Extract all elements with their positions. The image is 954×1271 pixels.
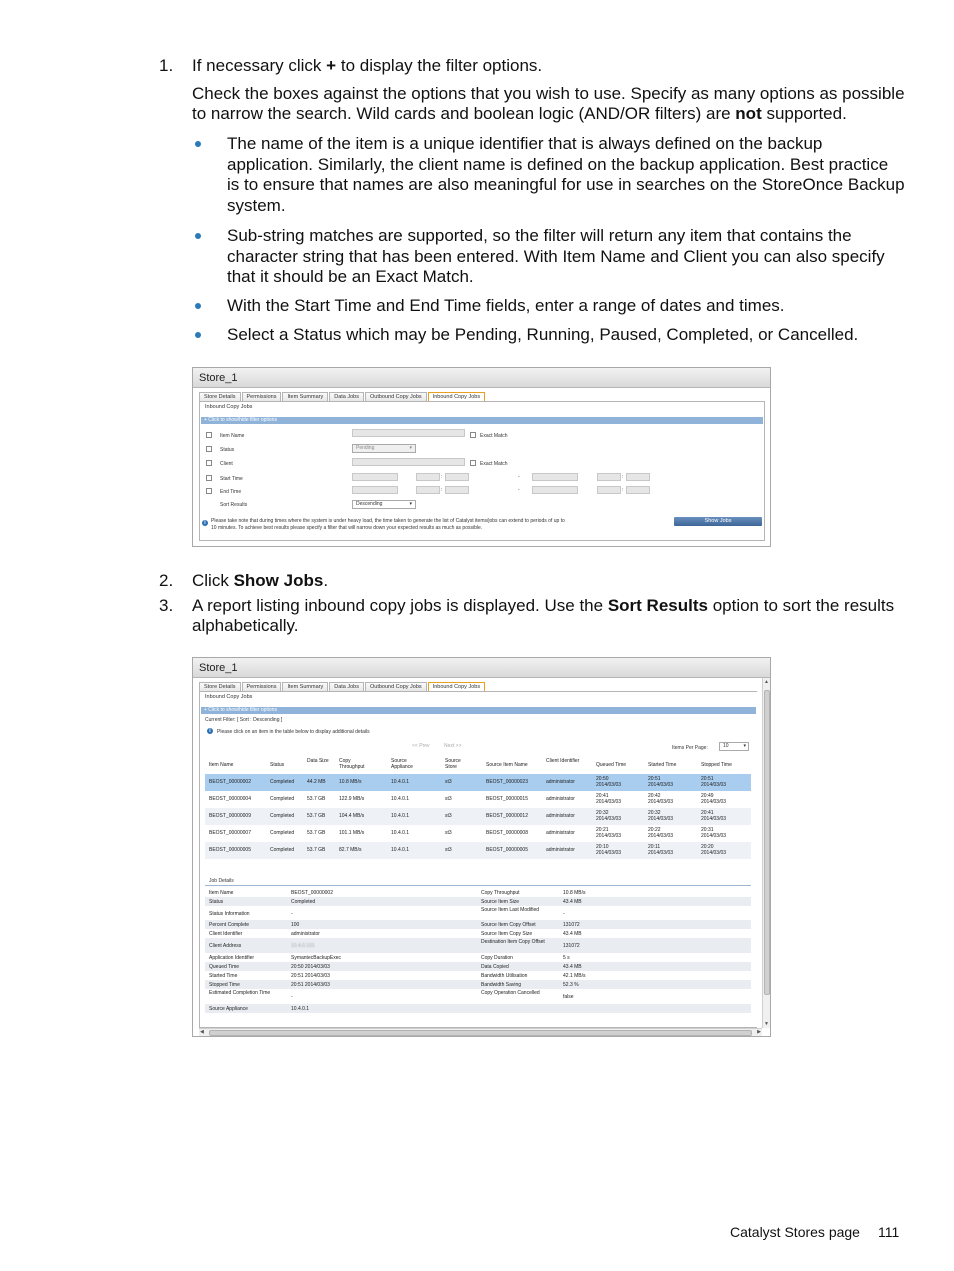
tab-outbound-copy-jobs[interactable]: Outbound Copy Jobs <box>365 392 427 402</box>
detail-row <box>205 953 751 962</box>
show-jobs-emphasis: Show Jobs <box>233 571 324 590</box>
cell-stopped-time: 20:41 <box>701 810 714 816</box>
cell-throughput: 101.1 MB/s <box>339 830 365 836</box>
client-input[interactable] <box>352 458 465 466</box>
cell-queued-date: 2014/03/03 <box>596 782 622 788</box>
cell-queued-time: 20:21 <box>596 827 609 833</box>
detail-label: Status <box>209 899 224 905</box>
cell-source-appliance: 10.4.0.1 <box>391 847 410 853</box>
cell-started-date: 2014/03/03 <box>648 833 674 839</box>
end-minute-to-input[interactable] <box>626 486 650 494</box>
paragraph-line-1: Check the boxes against the options that you wish to use. Specify as many options as possible <box>192 84 905 103</box>
cell-started-date: 2014/03/03 <box>648 782 674 788</box>
chevron-down-icon: ▾ <box>409 445 412 451</box>
detail-value: 43.4 MB <box>563 899 582 905</box>
cell-source-item: BEOST_00000012 <box>486 813 528 819</box>
step-2-number: 2. <box>159 571 174 590</box>
detail-label: Source Item Size <box>481 899 520 905</box>
detail-value: 5 s <box>563 955 570 961</box>
report-screenshot <box>192 657 771 1037</box>
detail-value: false <box>563 994 574 1000</box>
col-header: Item Name <box>209 762 234 768</box>
cell-started-date: 2014/03/03 <box>648 816 674 822</box>
status-select[interactable] <box>352 444 416 453</box>
cell-item-name: BEOST_00000005 <box>209 847 251 853</box>
col-header: Source Appliance <box>391 758 413 770</box>
tab-item-summary[interactable]: Item Summary <box>282 392 328 402</box>
info-icon: i <box>207 728 213 734</box>
cell-stopped-time: 20:51 <box>701 776 714 782</box>
current-filter: Current Filter: [ Sort : Descending ] <box>205 717 283 723</box>
divider <box>205 885 751 886</box>
cell-data-size: 53.7 GB <box>307 796 326 802</box>
detail-value: - <box>563 911 565 917</box>
detail-value: 131072 <box>563 943 580 949</box>
step-3-text-a: A report listing inbound copy jobs is displayed. Use the <box>192 596 604 615</box>
detail-label: Copy Duration <box>481 955 513 961</box>
status-select-value: Pending <box>356 445 375 451</box>
bullet-1-line: The name of the item is a unique identifier that is always defined on the backup <box>227 134 823 153</box>
detail-label: Queued Time <box>209 964 240 970</box>
col-header: Started Time <box>648 762 677 768</box>
cell-started-time: 20:22 <box>648 827 661 833</box>
tab-outbound-copy-jobs[interactable]: Outbound Copy Jobs <box>365 682 427 692</box>
detail-value: 20:51 2014/03/03 <box>291 982 330 988</box>
end-minute-input[interactable] <box>445 486 469 494</box>
col-header: Client Identifier <box>546 758 580 764</box>
detail-label: Source Item Copy Size <box>481 931 533 937</box>
detail-row <box>205 962 751 971</box>
col-header: Status <box>270 762 285 768</box>
step-3-text-c: option to sort the results <box>712 596 895 615</box>
chevron-down-icon: ▾ <box>409 501 412 507</box>
detail-value: 42.1 MB/s <box>563 973 586 979</box>
cell-source-appliance: 10.4.0.1 <box>391 779 410 785</box>
table-row[interactable] <box>205 842 751 859</box>
cell-data-size: 53.7 GB <box>307 847 326 853</box>
detail-value: 20:50 2014/03/03 <box>291 964 330 970</box>
next-link[interactable]: Next >> <box>444 743 462 749</box>
detail-label: Started Time <box>209 973 238 979</box>
col-header: Source Item Name <box>486 762 528 768</box>
load-note-line-2: 10 minutes. To achieve best results please specify a filter that will narrow down your expected results as much as possible. <box>211 525 483 531</box>
detail-label: Source Item Copy Offset <box>481 922 536 928</box>
detail-label: Bandwidth Saving <box>481 982 522 988</box>
sort-results-select[interactable] <box>352 500 416 509</box>
bullet-2 <box>227 226 885 288</box>
detail-label: Percent Complete <box>209 922 250 928</box>
detail-value: 131072 <box>563 922 580 928</box>
client-exact-checkbox[interactable] <box>470 460 476 466</box>
exact-match-label: Exact Match <box>480 433 508 439</box>
detail-label: Client Address <box>209 943 242 949</box>
scroll-up-icon[interactable]: ▲ <box>764 679 769 685</box>
show-jobs-button[interactable]: Show Jobs <box>674 517 762 526</box>
filter-toggle-bar[interactable]: + Click to show/hide filter options <box>201 707 756 714</box>
end-hour-input[interactable] <box>416 486 443 494</box>
cell-source-store: st3 <box>445 779 452 785</box>
detail-label: Item Name <box>209 890 234 896</box>
cell-stopped-date: 2014/03/03 <box>701 799 727 805</box>
detail-label: Source Item Last Modified <box>481 907 540 913</box>
step-3-number: 3. <box>159 596 174 615</box>
exact-match-label: Exact Match <box>480 461 508 467</box>
end-time-checkbox[interactable] <box>206 488 212 494</box>
end-time-label: End Time <box>220 489 242 495</box>
step-1-text-b: to display the filter options. <box>340 56 543 75</box>
detail-label: Estimated Completion Time <box>209 990 271 996</box>
cell-stopped-date: 2014/03/03 <box>701 833 727 839</box>
sort-select-value: Descending <box>356 501 383 507</box>
step-2-period: . <box>323 571 329 590</box>
cell-source-item: BEOST_00000023 <box>486 779 528 785</box>
cell-started-time: 20:51 <box>648 776 661 782</box>
step-3-line-1 <box>192 596 894 617</box>
step-1-number: 1. <box>159 56 174 75</box>
table-row[interactable] <box>205 791 751 808</box>
time-colon: : <box>622 487 624 493</box>
bullet-icon <box>195 141 201 147</box>
cell-item-name: BEOST_00000007 <box>209 830 251 836</box>
bullet-icon <box>195 303 201 309</box>
detail-value: 43.4 MB <box>563 931 582 937</box>
bullet-icon <box>195 233 201 239</box>
detail-row <box>205 971 751 980</box>
bullet-1-line: is to ensure that names are also meaningful for use in searches on the StoreOnce Backup <box>227 175 905 194</box>
col-header: Stopped Time <box>701 762 732 768</box>
store-title: Store_1 <box>193 658 770 678</box>
cell-queued-date: 2014/03/03 <box>596 816 622 822</box>
end-date-input[interactable] <box>352 486 398 494</box>
cell-stopped-time: 20:49 <box>701 793 714 799</box>
detail-row <box>205 888 751 897</box>
jobs-table <box>205 756 751 866</box>
cell-status: Completed <box>270 847 295 853</box>
detail-value: 10.8 MB/s <box>563 890 586 896</box>
detail-row <box>205 980 751 989</box>
tab-inbound-copy-jobs[interactable]: Inbound Copy Jobs <box>428 682 485 692</box>
scrollbar-thumb[interactable] <box>764 690 770 995</box>
cell-throughput: 122.9 MB/s <box>339 796 365 802</box>
cell-source-item: BEOST_00000008 <box>486 830 528 836</box>
horizontal-scrollbar[interactable] <box>199 1028 762 1036</box>
tab-data-jobs[interactable]: Data Jobs <box>329 682 364 692</box>
cell-started-time: 20:32 <box>648 810 661 816</box>
detail-label: Source Appliance <box>209 1006 248 1012</box>
cell-stopped-time: 20:20 <box>701 844 714 850</box>
start-hour-input[interactable] <box>416 473 443 481</box>
cell-queued-date: 2014/03/03 <box>596 850 622 856</box>
detail-row <box>205 906 751 920</box>
cell-stopped-date: 2014/03/03 <box>701 850 727 856</box>
footer-label: Catalyst Stores page <box>730 1224 860 1240</box>
step-1-text-a: If necessary click <box>192 56 322 75</box>
cell-started-date: 2014/03/03 <box>648 799 674 805</box>
detail-label: Client Identifier <box>209 931 243 937</box>
cell-client: administrator <box>546 779 575 785</box>
cell-item-name: BEOST_00000002 <box>209 779 251 785</box>
cell-source-appliance: 10.4.0.1 <box>391 813 410 819</box>
detail-value: Completed <box>291 899 316 905</box>
cell-client: administrator <box>546 847 575 853</box>
click-note: Please click on an item in the table below to display additional details <box>217 729 370 735</box>
table-row[interactable] <box>205 808 751 825</box>
emphasis-not: not <box>735 104 762 123</box>
tab-item-summary[interactable]: Item Summary <box>282 682 328 692</box>
col-header: Source Store <box>445 758 461 770</box>
bullet-2-line: Sub-string matches are supported, so the filter will return any item that contains the <box>227 226 852 245</box>
cell-source-store: st3 <box>445 813 452 819</box>
tab-permissions[interactable]: Permissions <box>242 392 282 402</box>
tab-store-details[interactable]: Store Details <box>199 682 241 692</box>
cell-status: Completed <box>270 796 295 802</box>
detail-label: Data Copied <box>481 964 509 970</box>
cell-queued-time: 20:50 <box>596 776 609 782</box>
detail-row <box>205 938 751 953</box>
items-per-page-value: 10 <box>723 743 729 749</box>
start-date-input[interactable] <box>352 473 398 481</box>
bullet-1-line: application. Similarly, the client name is defined on the backup application. Best practice <box>227 154 889 174</box>
items-per-page-label: Items Per Page: <box>672 745 708 751</box>
section-heading: Inbound Copy Jobs <box>205 404 253 410</box>
cell-stopped-date: 2014/03/03 <box>701 816 727 822</box>
tab-inbound-copy-jobs[interactable]: Inbound Copy Jobs <box>428 392 485 402</box>
load-note-line-1: Please take note that during times where the system is under heavy load, the time taken to generate the list of Catalyst items/jobs can extend to periods of up to <box>211 518 565 524</box>
detail-value: - <box>291 994 293 1000</box>
status-checkbox[interactable] <box>206 446 212 452</box>
cell-started-date: 2014/03/03 <box>648 850 674 856</box>
detail-value: 10.4.0.1 <box>291 1006 310 1012</box>
paragraph-line-2 <box>192 104 847 125</box>
cell-client: administrator <box>546 830 575 836</box>
cell-item-name: BEOST_00000009 <box>209 813 251 819</box>
cell-client: administrator <box>546 813 575 819</box>
bullet-1-line: system. <box>227 195 286 215</box>
start-time-label: Start Time <box>220 476 243 482</box>
scroll-left-icon[interactable]: ◀ <box>200 1029 204 1035</box>
paragraph-line-2a: to narrow the search. Wild cards and boolean logic (AND/OR filters) are <box>192 104 731 123</box>
cell-queued-date: 2014/03/03 <box>596 833 622 839</box>
start-minute-input[interactable] <box>445 473 469 481</box>
sort-results-emphasis: Sort Results <box>607 596 708 615</box>
step-2-text <box>192 571 328 592</box>
cell-stopped-time: 20:31 <box>701 827 714 833</box>
item-name-exact-checkbox[interactable] <box>470 432 476 438</box>
bullet-3: With the Start Time and End Time fields, enter a range of dates and times. <box>227 296 785 315</box>
step-1-text <box>192 56 542 77</box>
detail-label: Status Information <box>209 911 250 917</box>
cell-data-size: 53.7 GB <box>307 830 326 836</box>
item-name-checkbox[interactable] <box>206 432 212 438</box>
detail-value: 43.4 MB <box>563 964 582 970</box>
start-time-checkbox[interactable] <box>206 475 212 481</box>
cell-source-appliance: 10.4.0.1 <box>391 796 410 802</box>
bullet-4: Select a Status which may be Pending, Running, Paused, Completed, or Cancelled. <box>227 325 859 344</box>
report-panel <box>199 691 757 1028</box>
section-heading: Inbound Copy Jobs <box>205 694 253 700</box>
end-hour-to-input[interactable] <box>597 486 624 494</box>
detail-value-blurred: 10.4.0.101 <box>291 943 315 949</box>
table-row[interactable] <box>205 774 751 791</box>
time-colon: : <box>622 474 624 480</box>
cell-status: Completed <box>270 813 295 819</box>
bullet-2-line: that it should be an Exact Match. <box>227 267 474 286</box>
cell-started-time: 20:42 <box>648 793 661 799</box>
detail-value: 52.3 % <box>563 982 579 988</box>
time-colon: : <box>441 474 443 480</box>
cell-queued-time: 20:10 <box>596 844 609 850</box>
cell-started-time: 20:11 <box>648 844 661 850</box>
detail-row <box>205 897 751 906</box>
col-header: Queued Time <box>596 762 627 768</box>
detail-value: SymantecBackupExec <box>291 955 342 961</box>
cell-queued-date: 2014/03/03 <box>596 799 622 805</box>
sort-results-label: Sort Results <box>220 502 248 508</box>
detail-value: 20:51 2014/03/03 <box>291 973 330 979</box>
col-header: Copy Throughput <box>339 758 365 770</box>
detail-value: 100 <box>291 922 300 928</box>
range-dash: - <box>518 474 520 480</box>
cell-status: Completed <box>270 830 295 836</box>
chevron-down-icon: ▾ <box>743 743 746 749</box>
detail-label: Destination Item Copy Offset <box>481 939 545 945</box>
cell-throughput: 82.7 MB/s <box>339 847 362 853</box>
table-row[interactable] <box>205 825 751 842</box>
detail-label: Stopped Time <box>209 982 240 988</box>
item-name-input[interactable] <box>352 429 465 437</box>
info-icon: i <box>202 520 208 526</box>
cell-client: administrator <box>546 796 575 802</box>
cell-data-size: 44.2 MB <box>307 779 326 785</box>
detail-value: - <box>291 911 293 917</box>
table-header <box>205 756 751 774</box>
item-name-label: Item Name <box>220 433 245 439</box>
store-title: Store_1 <box>193 368 770 388</box>
time-colon: : <box>441 487 443 493</box>
client-label: Client <box>220 461 233 467</box>
detail-label: Bandwidth Utilisation <box>481 973 528 979</box>
cell-source-store: st3 <box>445 847 452 853</box>
tab-permissions[interactable]: Permissions <box>242 682 282 692</box>
detail-label: Copy Operation Cancelled <box>481 990 540 996</box>
start-hour-to-input[interactable] <box>597 473 624 481</box>
detail-row <box>205 929 751 938</box>
paragraph-line-2b: supported. <box>766 104 847 123</box>
scroll-down-icon[interactable]: ▼ <box>764 1021 769 1027</box>
prev-link[interactable]: << Prev <box>412 743 430 749</box>
cell-throughput: 104.4 MB/s <box>339 813 365 819</box>
bullet-icon <box>195 332 201 338</box>
items-per-page-select[interactable] <box>719 742 749 751</box>
cell-queued-time: 20:32 <box>596 810 609 816</box>
page-number: 111 <box>878 1224 900 1240</box>
cell-data-size: 53.7 GB <box>307 813 326 819</box>
cell-source-item: BEOST_00000015 <box>486 796 528 802</box>
bullet-1 <box>227 134 905 216</box>
plus-symbol: + <box>326 56 337 75</box>
status-label: Status <box>220 447 235 453</box>
col-header: Data Size <box>307 758 329 764</box>
start-minute-to-input[interactable] <box>626 473 650 481</box>
cell-source-appliance: 10.4.0.1 <box>391 830 410 836</box>
cell-queued-time: 20:41 <box>596 793 609 799</box>
detail-value: BEOST_00000002 <box>291 890 333 896</box>
cell-stopped-date: 2014/03/03 <box>701 782 727 788</box>
detail-row <box>205 989 751 1004</box>
detail-label: Copy Throughput <box>481 890 520 896</box>
cell-source-item: BEOST_00000005 <box>486 847 528 853</box>
detail-row <box>205 920 751 929</box>
tab-store-details[interactable]: Store Details <box>199 392 241 402</box>
scrollbar-thumb[interactable] <box>209 1030 752 1036</box>
client-checkbox[interactable] <box>206 460 212 466</box>
step-2-text-a: Click <box>192 571 229 590</box>
cell-status: Completed <box>270 779 295 785</box>
vertical-scrollbar[interactable] <box>762 678 770 1028</box>
job-details-table <box>205 888 751 1028</box>
scroll-right-icon[interactable]: ▶ <box>757 1029 761 1035</box>
cell-throughput: 10.8 MB/s <box>339 779 362 785</box>
cell-source-store: st3 <box>445 830 452 836</box>
step-3-line-2: alphabetically. <box>192 616 299 635</box>
detail-row <box>205 1004 751 1013</box>
job-details-title: Job Details <box>209 878 234 884</box>
detail-label: Application Identifier <box>209 955 255 961</box>
tab-data-jobs[interactable]: Data Jobs <box>329 392 364 402</box>
bullet-2-line: character string that has been entered. With Item Name and Client you can also specify <box>227 246 885 266</box>
filter-panel <box>199 401 765 541</box>
range-dash: - <box>518 487 520 493</box>
end-date-to-input[interactable] <box>532 486 578 494</box>
detail-value: administrator <box>291 931 320 937</box>
filter-toggle-bar[interactable]: + Click to show/hide filter options <box>201 417 763 424</box>
start-date-to-input[interactable] <box>532 473 578 481</box>
filter-screenshot <box>192 367 771 547</box>
cell-item-name: BEOST_00000004 <box>209 796 251 802</box>
cell-source-store: st3 <box>445 796 452 802</box>
